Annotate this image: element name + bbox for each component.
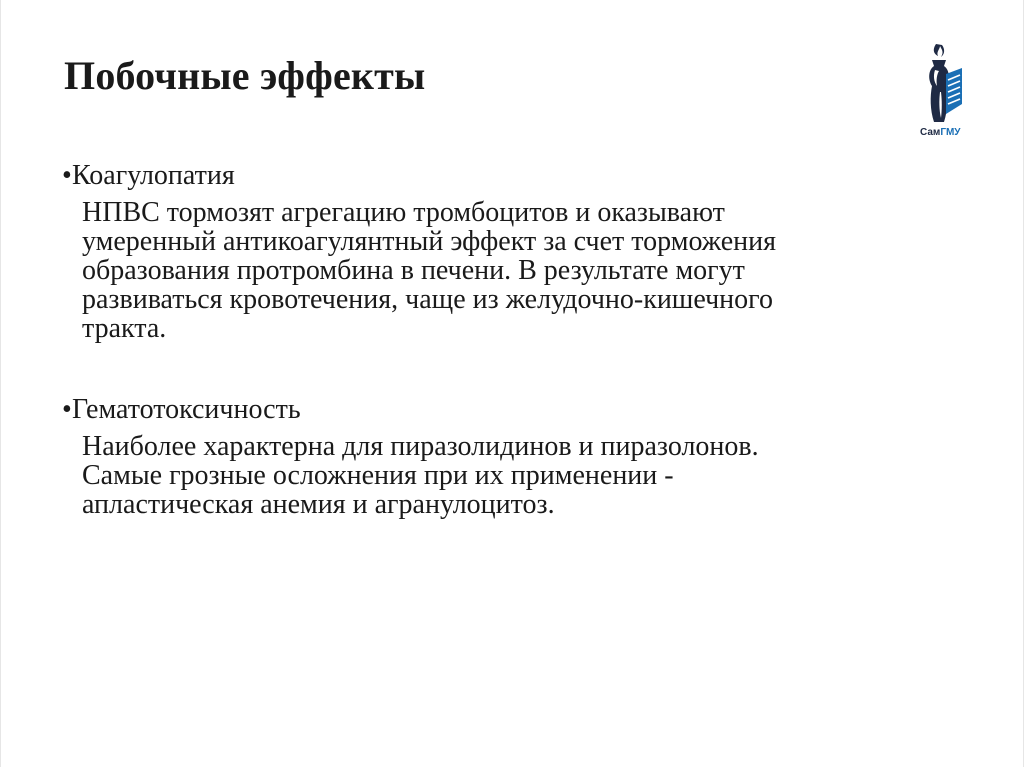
bullet-marker: • xyxy=(62,394,72,425)
slide-title: Побочные эффекты xyxy=(64,53,426,98)
body-line: Самые грозные осложнения при их применении - xyxy=(82,460,674,491)
bullet-heading xyxy=(62,160,962,192)
body-line: Наиболее характерна для пиразолидинов и пиразолонов. xyxy=(82,431,759,462)
bullet-heading-text: Гематотоксичность xyxy=(72,394,301,425)
bullet-body xyxy=(82,198,962,343)
logo-caption-sam: Сам xyxy=(920,127,941,138)
slide-left-edge xyxy=(0,0,1,767)
bullet-body xyxy=(82,432,962,519)
bullet-hematotoxicity xyxy=(62,394,962,519)
logo-caption xyxy=(920,127,961,138)
bullet-heading xyxy=(62,394,962,426)
body-line: развиваться кровотечения, чаще из желудочно-кишечного xyxy=(82,284,773,315)
body-line: НПВС тормозят агрегацию тромбоцитов и оказывают xyxy=(82,197,725,228)
body-line: образования протромбина в печени. В результате могут xyxy=(82,255,745,286)
logo-caption-gmu: ГМУ xyxy=(940,127,961,138)
body-line: апластическая анемия и агранулоцитоз. xyxy=(82,489,555,520)
bullet-heading-text: Коагулопатия xyxy=(72,160,235,191)
body-line: тракта. xyxy=(82,313,167,344)
body-line: умеренный антикоагулянтный эффект за счет торможения xyxy=(82,226,777,257)
bullet-marker: • xyxy=(62,160,72,191)
bullet-coagulopathy xyxy=(62,160,962,343)
